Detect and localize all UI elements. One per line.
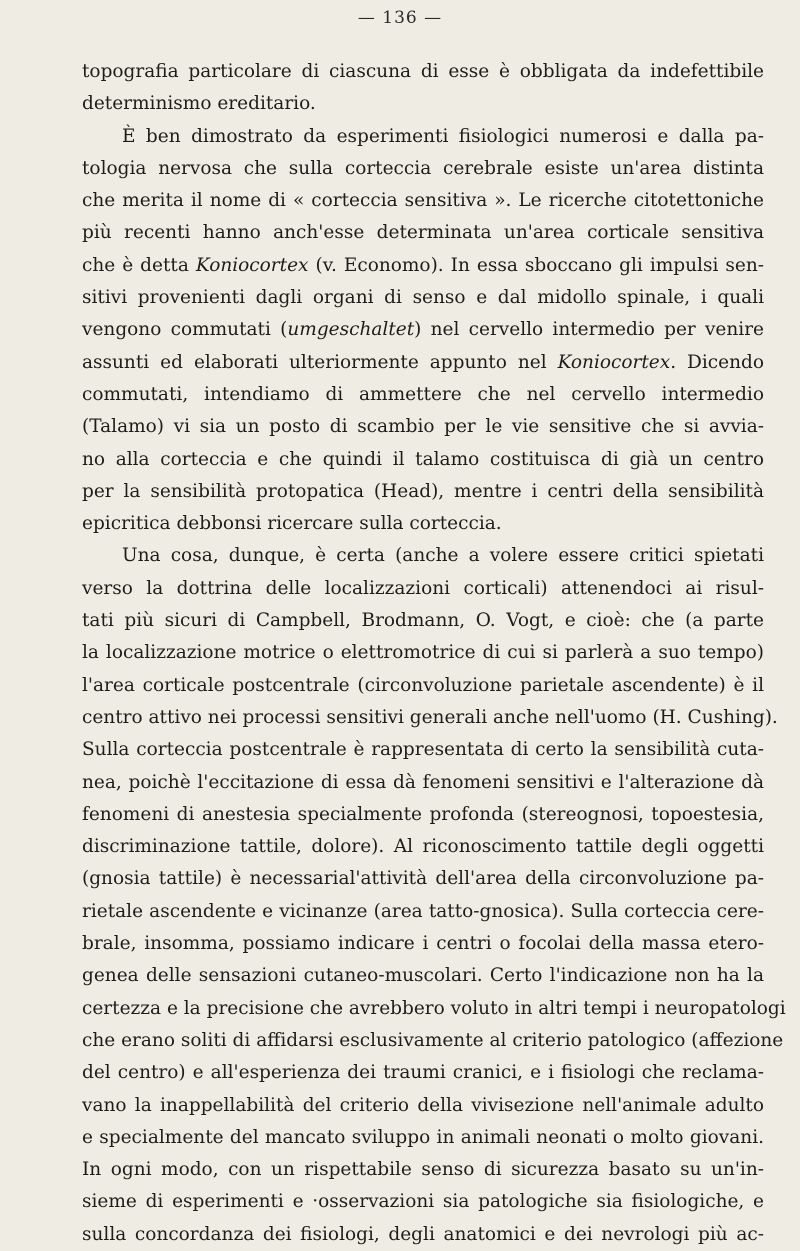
italic-term: umgeschaltet xyxy=(287,319,415,341)
text-segment: sieme di esperimenti e ·osservazioni sia patologiche sia fisiologiche, e xyxy=(82,1191,764,1213)
text-line xyxy=(82,379,764,411)
text-segment: del centro) e all'esperienza dei traumi cranici, e i fisiologi che reclama- xyxy=(82,1062,764,1084)
text-line xyxy=(82,863,764,895)
text-line xyxy=(82,928,764,960)
text-line xyxy=(82,896,764,928)
text-segment: genea delle sensazioni cutaneo-muscolari. Certo l'indicazione non ha la xyxy=(82,965,764,987)
text-segment: discriminazione tattile, dolore). Al riconoscimento tattile degli oggetti xyxy=(82,836,764,858)
text-line xyxy=(82,605,764,637)
text-segment: tati più sicuri di Campbell, Brodmann, O. Vogt, e cioè: che (a parte xyxy=(82,610,764,632)
text-segment: È ben dimostrato da esperimenti fisiologici numerosi e dalla pa- xyxy=(122,125,764,147)
italic-term: Koniocortex xyxy=(557,351,671,373)
text-segment: (Talamo) vi sia un posto di scambio per le vie sensitive che si avvia- xyxy=(82,416,764,438)
text-segment: certezza e la precisione che avrebbero voluto in altri tempi i neuropatologi xyxy=(82,997,786,1019)
text-line xyxy=(82,1186,764,1218)
text-segment: vano la inappellabilità del criterio della vivisezione nell'animale adulto xyxy=(82,1094,764,1116)
text-segment: più recenti hanno anch'esse determinata un'area corticale sensitiva xyxy=(82,222,764,244)
text-line xyxy=(82,217,764,249)
text-line xyxy=(82,88,764,120)
text-segment: Sulla corteccia postcentrale è rappresentata di certo la sensibilità cuta- xyxy=(82,739,764,761)
text-line xyxy=(82,573,764,605)
body-text xyxy=(82,56,786,1251)
text-line xyxy=(82,185,764,217)
text-line xyxy=(82,411,764,443)
text-line xyxy=(82,702,778,734)
text-segment: Una cosa, dunque, è certa (anche a volere essere critici spietati xyxy=(122,545,764,567)
text-line xyxy=(82,767,764,799)
text-line xyxy=(82,1057,764,1089)
text-segment: sitivi provenienti dagli organi di senso e dal midollo spinale, i quali xyxy=(82,287,764,309)
text-segment: In ogni modo, con un rispettabile senso di sicurezza basato su un'in- xyxy=(82,1159,764,1181)
text-segment: no alla corteccia e che quindi il talamo costituisca di già un centro xyxy=(82,448,764,470)
text-line xyxy=(82,56,764,88)
text-segment: epicritica debbonsi ricercare sulla corteccia. xyxy=(82,513,502,535)
text-line xyxy=(82,993,786,1025)
text-line xyxy=(82,1025,784,1057)
text-segment: che è detta xyxy=(82,254,196,276)
text-segment: e specialmente del mancato sviluppo in animali neonati o molto giovani. xyxy=(82,1126,764,1148)
text-line xyxy=(82,444,764,476)
text-segment: la localizzazione motrice o elettromotrice di cui si parlerà a suo tempo) xyxy=(82,642,764,664)
text-line xyxy=(82,476,764,508)
text-segment: nea, poichè l'eccitazione di essa dà fenomeni sensitivi e l'alterazione dà xyxy=(82,771,764,793)
text-segment: per la sensibilità protopatica (Head), mentre i centri della sensibilità xyxy=(82,480,764,502)
text-line xyxy=(82,508,764,540)
text-segment: sulla concordanza dei fisiologi, degli anatomici e dei nevrologi più ac- xyxy=(82,1223,764,1245)
text-segment: topografia particolare di ciascuna di esse è obbligata da indefettibile xyxy=(82,61,764,82)
text-line xyxy=(82,1154,764,1186)
text-line xyxy=(82,347,764,379)
text-line xyxy=(82,314,764,346)
text-line xyxy=(82,282,764,314)
text-segment: assunti ed elaborati ulteriormente appunto nel xyxy=(82,351,558,373)
text-segment: vengono commutati ( xyxy=(82,319,288,341)
text-segment: rietale ascendente e vicinanze (area tatto-gnosica). Sulla corteccia cere- xyxy=(82,900,764,922)
text-segment: tologia nervosa che sulla corteccia cerebrale esiste un'area distinta xyxy=(82,157,764,179)
text-line xyxy=(82,1219,764,1251)
italic-term: Koniocortex xyxy=(195,254,309,276)
text-segment: (gnosia tattile) è necessarial'attività dell'area della circonvoluzione pa- xyxy=(82,868,764,890)
text-line xyxy=(82,831,764,863)
text-line xyxy=(82,250,764,282)
text-line xyxy=(82,1122,764,1154)
text-segment: brale, insomma, possiamo indicare i centri o focolai della massa etero- xyxy=(82,933,764,955)
text-segment: verso la dottrina delle localizzazioni corticali) attenendoci ai risul- xyxy=(82,577,764,599)
text-line xyxy=(82,153,764,185)
text-segment: ) nel cervello intermedio per venire xyxy=(414,319,765,341)
text-segment: che merita il nome di « corteccia sensitiva ». Le ricerche citotettoniche xyxy=(82,190,764,212)
text-segment: . Dicendo xyxy=(670,351,764,373)
text-segment: l'area corticale postcentrale (circonvoluzione parietale ascendente) è il xyxy=(82,674,764,696)
text-segment: commutati, intendiamo di ammettere che nel cervello intermedio xyxy=(82,383,764,405)
text-segment: (v. Economo). In essa sboccano gli impulsi sen- xyxy=(308,254,764,276)
text-line xyxy=(82,799,764,831)
text-line xyxy=(82,121,764,153)
page-number-header: — 136 — xyxy=(357,8,443,28)
text-line xyxy=(82,637,764,669)
text-segment: centro attivo nei processi sensitivi generali anche nell'uomo (H. Cushing). xyxy=(82,706,778,728)
text-line xyxy=(82,1090,764,1122)
text-line xyxy=(82,960,764,992)
text-segment: determinismo ereditario. xyxy=(82,93,316,115)
text-segment: fenomeni di anestesia specialmente profonda (stereognosi, topoestesia, xyxy=(82,803,764,825)
text-line xyxy=(82,734,764,766)
text-line xyxy=(82,540,764,572)
text-line xyxy=(82,670,764,702)
text-segment: che erano soliti di affidarsi esclusivamente al criterio patologico (affezione xyxy=(82,1029,784,1051)
